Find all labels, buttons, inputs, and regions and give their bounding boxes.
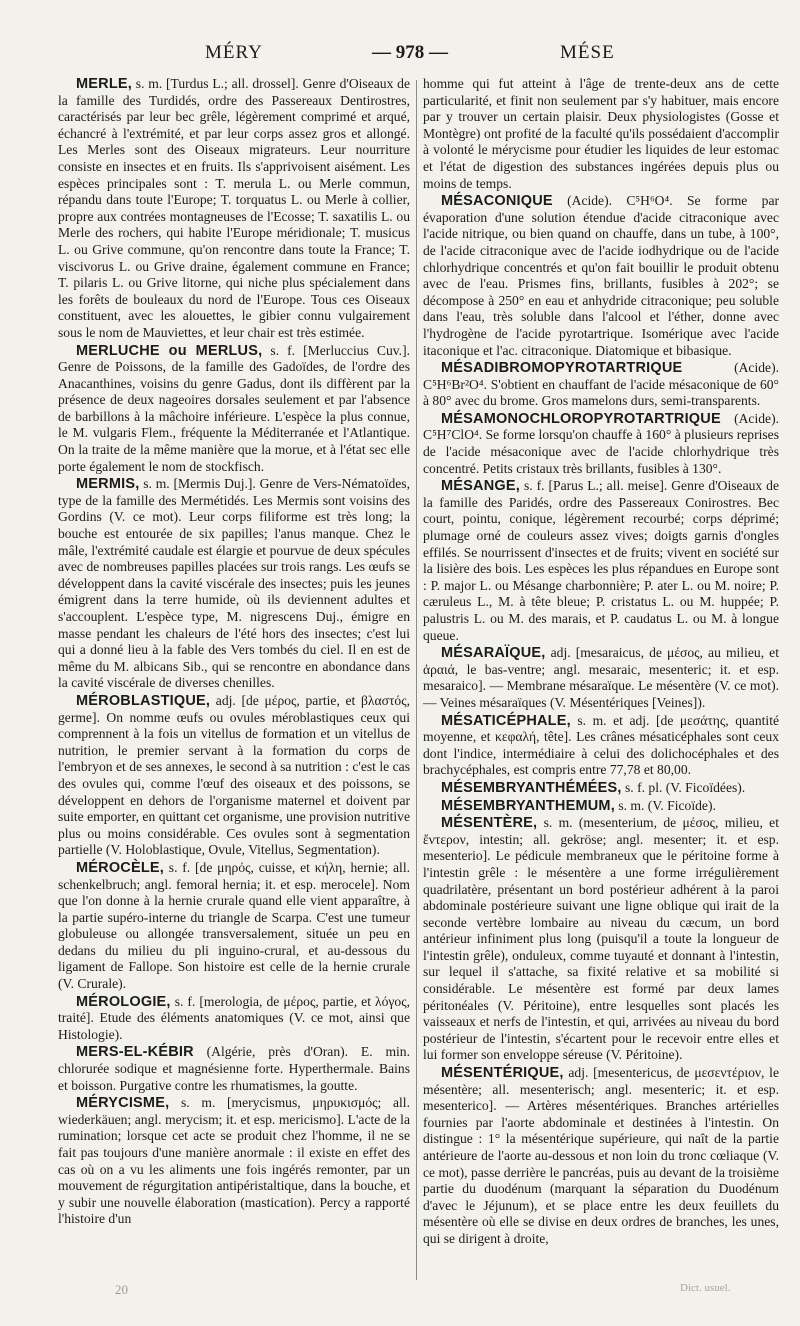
entry-body: s. m. [Mermis Duj.]. Genre de Vers-Nématoïdes, type de la famille des Mermétidés. Les Mermis sont voisins des Gordins (V. ce mot). Leur corps filiforme est très long; la bouche est entourée de six papilles; l'anus manque. Chez le mâle, l'extrémité caudale est élargie et pourvue de deux spécules avec de nombreuses papilles placées sur trois rangs. Les œufs se développent dans la cavité viscérale des insectes; puis les jeunes émigrent dans la terre humide, où ils deviennent adultes et s'accouplent. L'espèce type, M. nigrescens Duj., émigre en masse pendant les chaleurs de l'été hors des insectes; c'est lui qui a donné lieu à la fable des Vers tombés du ciel. Il en est de même du M. albicans Sib., qui se rencontre en abondance dans la cavité viscérale de diverses chenilles. <box>58 476 410 691</box>
entry-body: s. f. pl. (V. Ficoïdées). <box>625 779 746 795</box>
dictionary-entry <box>58 76 410 342</box>
column-divider <box>416 80 417 1280</box>
entry-headword: MERLE, <box>76 76 132 92</box>
entry-headword: MÉROCÈLE, <box>76 859 164 876</box>
footer-mark-left: 20 <box>115 1282 128 1297</box>
entry-headword: MÉROLOGIE, <box>76 993 171 1010</box>
footer-mark-right: Dict. usuel. <box>680 1282 731 1294</box>
entry-headword: MERLUCHE ou MERLUS, <box>76 342 263 359</box>
dictionary-entry <box>423 360 779 410</box>
entry-body: s. m. (V. Ficoïde). <box>618 797 716 813</box>
entry-body: s. m. (mesenterium, de μέσος, milieu, et ἔντερον, intestin; all. gekröse; angl. mesenter; it. et esp. mesenterio]. Le pédicule membraneux que le péritoine forme à l'intestin grêle : le mésentère a une forme irrégulièrement quadrilatère, présentant un bord postérieur adhérent à la paroi abdominale postérieure suivant une ligne oblique qui irait de la seconde vertèbre lombaire au niveau du cæcum, un bord antérieur infiniment plus long (puisqu'il a toute la longueur de l'intestin grêle), onduleux, comme tuyauté et donnant à l'intestin, sur lequel il s'attache, sa fixité relative et sa mobilité si considérable. Le mésentère est formé par deux lames péritonéales (V. Péritoine), entre lesquelles sont placés les vaisseaux et nerfs de l'intestin, et qui, arrivées au niveau du bord postérieur de l'intestin, s'écartent pour le recevoir entre elles et lui former son enveloppe séreuse (V. Péritoine). <box>423 815 779 1063</box>
entry-body: (Acide). C⁵H⁶Br²O⁴. S'obtient en chauffant de l'acide mésaconique de 60° à 80° avec du brome. Gros mamelons durs, semi-transparents. <box>423 360 779 409</box>
entry-headword: MÉSADIBROMOPYROTARTRIQUE <box>441 360 683 377</box>
entry-headword: MÉROBLASTIQUE, <box>76 692 211 709</box>
running-head-left: MÉRY <box>205 42 263 63</box>
entry-body: (Algérie, près d'Oran). E. min. chlorurée sodique et magnésienne forte. Hyperthermale. Bains et boisson. Purgative contre les rhumatismes, la goutte. <box>58 1044 410 1093</box>
dictionary-entry <box>423 193 779 359</box>
entry-body: s. f. [de μηρός, cuisse, et κήλη, hernie; all. schenkelbruch; angl. femoral hernia; it. et esp. merocele]. Nom que l'on donne à la hernie crurale quand elle vient apparaître, à la partie supéro-interne du triangle de Scarpa. C'est une tumeur globuleuse ou allongée transversalement, située un peu en dedans du milieu du pli inguino-crural, et au-dessous du ligament de Fallope. Son histoire est celle de la hernie crurale (V. Crurale). <box>58 859 410 992</box>
entry-body: s. f. [Parus L.; all. meise]. Genre d'Oiseaux de la famille des Paridés, ordre des Passereaux Conirostres. Bec court, pointu, conique, légèrement recourbé; corps déprimé; plumage orné de couleurs assez vives; doigts garnis d'ongles effilés. Se nourrissent d'insectes et de fruits; vivent en société sur la lisière des bois. Les espèces les plus répandues en Europe sont : P. major L. ou Mésange charbonnière; P. ater L. ou M. noire; P. cæruleus L., M. à tête bleue; P. cristatus L. ou M. huppée; P. palustris L. ou M. des marais, et P. caudatus L. ou M. à longue queue. <box>423 478 779 643</box>
dictionary-entry <box>58 1095 410 1228</box>
dictionary-entry <box>58 1044 410 1094</box>
entry-headword: MÉSENTÉRIQUE, <box>441 1065 564 1082</box>
dictionary-entry <box>423 780 779 797</box>
running-head-right: MÉSE <box>560 42 615 63</box>
entry-headword: MÉSAMONOCHLOROPYROTARTRIQUE <box>441 410 721 427</box>
entry-body: adj. [de μέρος, partie, et βλαστός, germe]. On nomme œufs ou ovules méroblastiques ceux qui comprennent à la fois un vitellus de formation et un vitellus de nutrition, le premier servant à la formation du corps de l'embryon et de ses annexes, le second à sa nutrition : c'est le cas des ovules qui, comme l'œuf des oiseaux et des poissons, se développent en dehors de l'organisme maternel et doivent par suite emporter, en quittant cet organisme, une provision nutritive plus ou moins considérable. Ces ovules sont à segmentation partielle (V. Holoblastique, Ovule, Vitellus, Segmentation). <box>58 692 410 858</box>
dictionary-entry <box>423 815 779 1064</box>
entry-body: s. f. [merologia, de μέρος, partie, et λόγος, traité]. Etude des éléments anatomiques (V. ce mot, ainsi que Histologie). <box>58 993 410 1042</box>
entry-headword: MÉSACONIQUE <box>441 193 553 210</box>
dictionary-entry <box>423 645 779 711</box>
entry-headword: MERMIS, <box>76 476 140 493</box>
dictionary-entry <box>58 343 410 476</box>
entry-headword: MÉSEMBRYANTHÉMÉES, <box>441 779 622 796</box>
dictionary-entry <box>58 693 410 859</box>
dictionary-entry <box>423 1065 779 1248</box>
entry-body: adj. [mesaraicus, de μέσος, au milieu, et ἀραιά, le bas-ventre; angl. mesaraic, mesenteric; it. et esp. mesaraico]. — Membrane mésaraïque. Le mésentère (V. ce mot). — Veines mésaraïques (V. Mésentériques [Veines]). <box>423 645 779 710</box>
entry-headword: MERS-EL-KÉBIR <box>76 1044 194 1061</box>
entry-body: s. m. et adj. [de μεσάτης, quantité moyenne, et κεφαλή, tête]. Les crânes mésaticéphales sont ceux dont l'indice, intermédiaire à celui des dolichocéphales et des brachycéphales, est compris entre 77,78 et 80,00. <box>423 712 779 778</box>
dictionary-entry <box>423 76 779 192</box>
entry-headword: MÉSATICÉPHALE, <box>441 712 571 729</box>
entry-body: s. m. [merycismus, μηρυκισμός; all. wiederkäuen; angl. merycism; it. et esp. mericismo]. L'acte de la rumination; lorsque cet acte se produit chez l'homme, il ne se fait pas toujours d'une manière anormale : il existe en effet des cas où on a vu les aliments une fois ingérés remonter, par un mouvement de régurgitation antipéristaltique, dans la bouche, et y subir une nouvelle élaboration (mastication). Percy a rapporté l'histoire d'un <box>58 1095 410 1227</box>
entry-body: adj. [mesentericus, de μεσεντέριον, le mésentère; all. mesenterisch; angl. mesenteric; it. et esp. mesenterico]. — Artères mésentériques. Branches artérielles fournies par l'aorte abdominale et destinées à l'intestin. On distingue : 1° la mésentérique supérieure, qui naît de la partie antérieure de l'aorte au-dessous et non loin du tronc cœliaque (V. ce mot), passe derrière le pancréas, puis au devant de la troisième partie du duodénum (marquant la séparation du Duodénum d'avec le Jéjunum), et se place entre les deux feuillets du mésentère où elle se divise en deux ordres de branches, les unes, qui se dirigent à droite, <box>423 1065 779 1246</box>
entry-body: (Acide). C⁵H⁶O⁴. Se forme par évaporation d'une solution étendue d'acide citraconique avec l'acide nitrique, ou bien quand on chauffe, dans un tube, à 100°, de l'acide citraconique avec de l'acide iodhydrique ou de l'acide chlorhydrique concentrés et qu'on fait bouillir le produit obtenu avec de l'eau. Prismes fins, brillants, fusibles à 202°; se décompose à 250° en eau et anhydride citraconique; peu soluble dans l'eau, très soluble dans l'alcool et l'éther, donne avec l'hydrogène de l'acide pyrotartrique. Isomérique avec l'acide itaconique et l'ac. citraconique. Diatomique et bibasique. <box>423 193 779 358</box>
right-column <box>423 76 779 1286</box>
entry-body: homme qui fut atteint à l'âge de trente-deux ans de cette particularité, et finit non seulement par s'y habituer, mais encore par y trouver un certain plaisir. Deux physiologistes (Gosse et Montègre) ont profité de la faculté qu'ils possédaient d'accomplir à volonté le mérycisme pour étudier les liquides de leur estomac et l'état de digestion des substances ingérées depuis plus ou moins de temps. <box>423 76 779 191</box>
entry-headword: MÉSEMBRYANTHEMUM, <box>441 797 615 814</box>
dictionary-entry <box>58 860 410 993</box>
entry-headword: MÉSARAÏQUE, <box>441 645 546 662</box>
entry-headword: MÉSENTÈRE, <box>441 815 538 832</box>
page-number: — 978 — <box>372 42 448 63</box>
dictionary-entry <box>58 994 410 1044</box>
dictionary-entry <box>423 478 779 644</box>
entry-body: s. f. [Merluccius Cuv.]. Genre de Poissons, de la famille des Gadoïdes, de l'ordre des Anacanthines, voisins du genre Gadus, dont ils diffèrent par la présence de deux nageoires dorsales seulement et par l'absence de barbillons à la mâchoire inférieure. L'espèce la plus connue, le M. vulgaris Flem., fréquente la Méditerranée et l'Atlantique. On la traite de la même manière que la morue, et à l'état sec elle porte également le nom de stockfisch. <box>58 342 410 474</box>
left-column <box>58 76 410 1286</box>
entry-headword: MÉSANGE, <box>441 478 520 495</box>
dictionary-entry <box>423 713 779 779</box>
dictionary-entry <box>58 476 410 692</box>
dictionary-entry <box>423 411 779 477</box>
dictionary-entry <box>423 798 779 815</box>
entry-headword: MÉRYCISME, <box>76 1095 170 1112</box>
entry-body: (Acide). C⁵H⁷ClO⁴. Se forme lorsqu'on chauffe à 160° à plusieurs reprises de l'acide mésaconique avec de l'acide chlorhydrique très concentré. Petits cristaux très brillants, fusibles à 130°. <box>423 410 779 476</box>
page-header <box>0 42 800 72</box>
entry-body: s. m. [Turdus L.; all. drossel]. Genre d'Oiseaux de la famille des Turdidés, ordre des Passereaux Dentirostres, caractérisés par leur bec grêle, légèrement comprimé et arqué, échancré à l'extrémité, et par leur corps assez gros et allongé. Les Merles sont des Oiseaux migrateurs. Leur nourriture consiste en insectes et en fruits. Ils s'apprivoisent aisément. Les espèces principales sont : T. merula L. ou Merle commun, répandu dans toute l'Europe; T. torquatus L. ou Merle à collier, propre aux contrées montagneuses de l'Ecosse; T. saxatilis L. ou Merle des rochers, qui habite l'Europe méridionale; T. musicus L. ou Grive commune, qu'on rencontre dans toute la France; T. viscivorus L. ou Grive draine, également commune en France; T. pilaris L. ou Grive litorne, qui niche plus spécialement dans les forêts de bouleaux du nord de l'Europe. Tous ces Oiseaux constituent, avec les alouettes, le gibier connu vulgairement sous le nom de Mauviettes, et leur chair est très estimée. <box>58 76 410 340</box>
